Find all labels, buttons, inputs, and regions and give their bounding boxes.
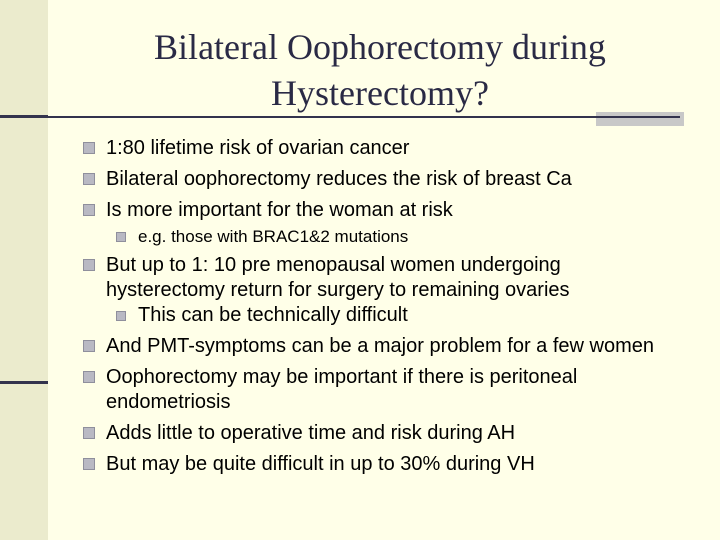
sub-bullet-item <box>80 303 680 328</box>
bullet-item <box>80 334 680 359</box>
square-bullet-icon <box>83 371 95 383</box>
bullet-item <box>80 253 680 303</box>
square-bullet-icon <box>83 173 95 185</box>
bullet-text: And PMT-symptoms can be a major problem for a few women <box>106 335 654 357</box>
square-bullet-icon <box>83 204 95 216</box>
bullet-item <box>80 167 680 192</box>
bullet-item <box>80 365 680 415</box>
sub-bullet-text: This can be technically difficult <box>138 304 408 326</box>
bullet-item <box>80 136 680 161</box>
sub-bullet-text: e.g. those with BRAC1&2 mutations <box>138 227 409 246</box>
title-rule-accent <box>596 112 684 126</box>
slide-title: Bilateral Oophorectomy during Hysterectomy? <box>154 27 606 113</box>
square-bullet-icon <box>116 232 126 242</box>
bullet-item <box>80 452 680 477</box>
bullet-text: But may be quite difficult in up to 30% during VH <box>106 453 535 475</box>
bullet-text: Oophorectomy may be important if there is peritoneal endometriosis <box>106 366 578 413</box>
square-bullet-icon <box>83 259 95 271</box>
bullet-item <box>80 198 680 223</box>
square-bullet-icon <box>116 311 126 321</box>
bullet-text: But up to 1: 10 pre menopausal women undergoing hysterectomy return for surgery to remaining ovaries <box>106 254 570 301</box>
square-bullet-icon <box>83 142 95 154</box>
bullet-text: Adds little to operative time and risk during AH <box>106 422 516 444</box>
left-decorative-band <box>0 0 48 540</box>
bullet-text: Bilateral oophorectomy reduces the risk of breast Ca <box>106 168 572 190</box>
band-divider-top <box>0 115 48 118</box>
bullet-list <box>80 130 680 477</box>
square-bullet-icon <box>83 458 95 470</box>
square-bullet-icon <box>83 340 95 352</box>
bullet-text: Is more important for the woman at risk <box>106 199 453 221</box>
band-divider-bottom <box>0 381 48 384</box>
title-rule <box>48 116 680 118</box>
sub-bullet-item <box>80 226 680 247</box>
bullet-text: 1:80 lifetime risk of ovarian cancer <box>106 137 410 159</box>
square-bullet-icon <box>83 427 95 439</box>
bullet-item <box>80 421 680 446</box>
